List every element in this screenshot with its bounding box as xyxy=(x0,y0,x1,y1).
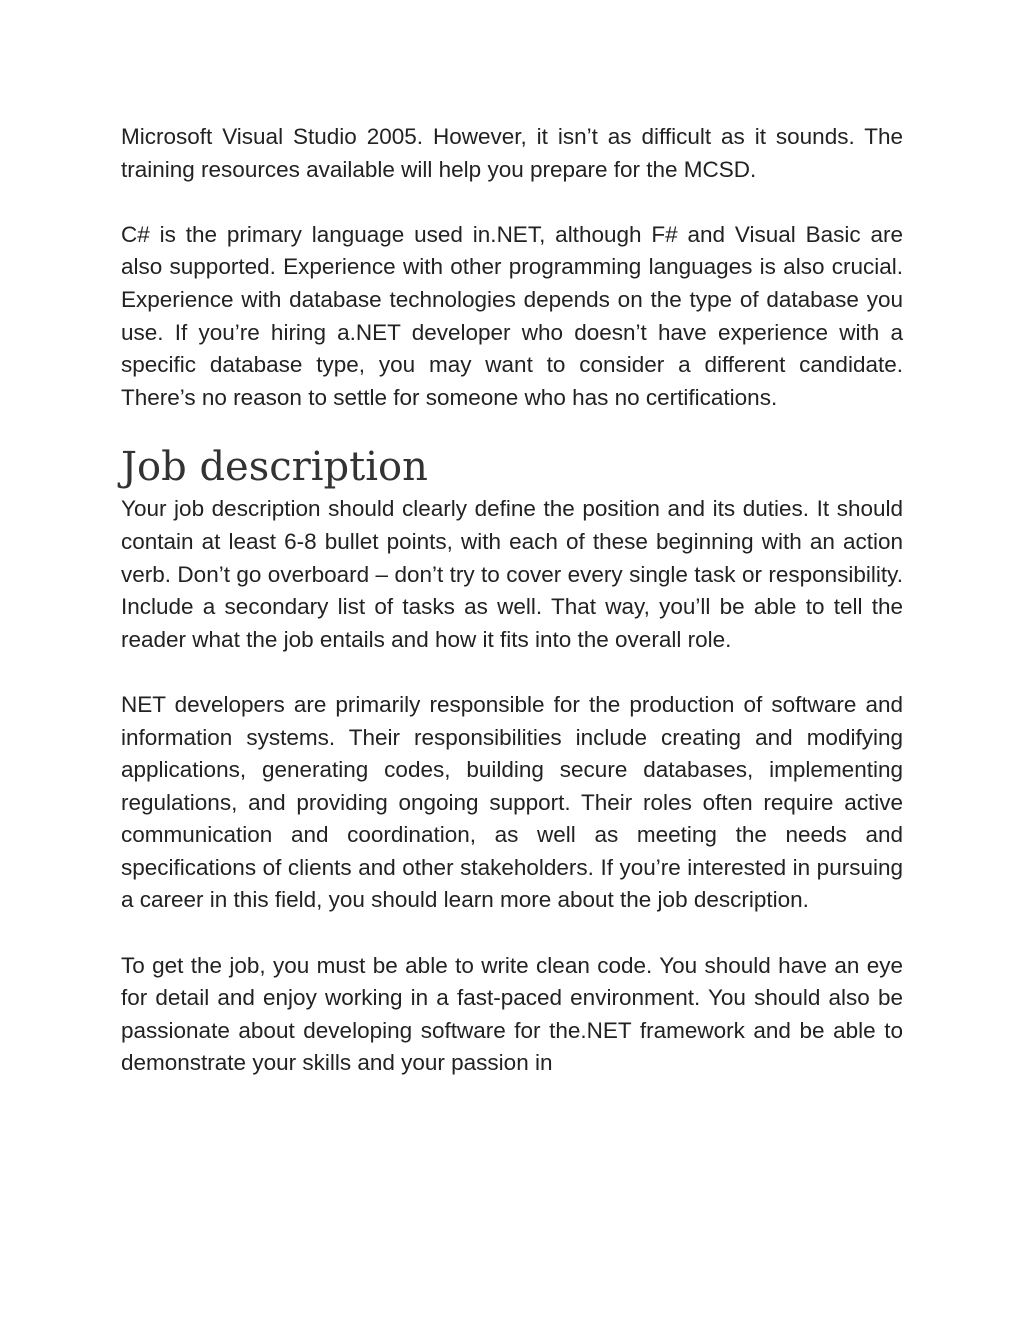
paragraph-spacer xyxy=(121,656,903,689)
paragraph-spacer xyxy=(121,917,903,950)
document-page xyxy=(121,121,903,1080)
paragraph-job-3: To get the job, you must be able to write clean code. You should have an eye for detail and enjoy working in a fast-paced environment. You should also be passionate about developing software for the.NET framework and be able to demonstrate your skills and your passion in xyxy=(121,952,903,1076)
section-heading: Job description xyxy=(121,444,428,491)
paragraph-job-1: Your job description should clearly define the position and its duties. It should contain at least 6-8 bullet points, with each of these beginning with an action verb. Don’t go overboard – don’t try to cover every single task or responsibility. Include a secondary list of tasks as well. That way, you’ll be able to tell the reader what the job entails and how it fits into the overall role. xyxy=(121,496,903,652)
paragraph-intro-1: Microsoft Visual Studio 2005. However, it isn’t as difficult as it sounds. The training resources available will help you prepare for the MCSD. xyxy=(121,124,903,182)
paragraph-spacer xyxy=(121,186,903,219)
paragraph-intro-2: C# is the primary language used in.NET, although F# and Visual Basic are also supported. Experience with other programming languages is also crucial. Experience with database technologies depends on the type of database you use. If you’re hiring a.NET developer who doesn’t have experience with a specific database type, you may want to consider a different candidate. There’s no reason to settle for someone who has no certifications. xyxy=(121,221,903,410)
paragraph-job-2: NET developers are primarily responsible for the production of software and information systems. Their responsibilities include creating and modifying applications, generating codes, building secure databases, implementing regulations, and providing ongoing support. Their roles often require active communication and coordination, as well as meeting the needs and specifications of clients and other stakeholders. If you’re interested in pursuing a career in this field, you should learn more about the job description. xyxy=(121,691,903,913)
